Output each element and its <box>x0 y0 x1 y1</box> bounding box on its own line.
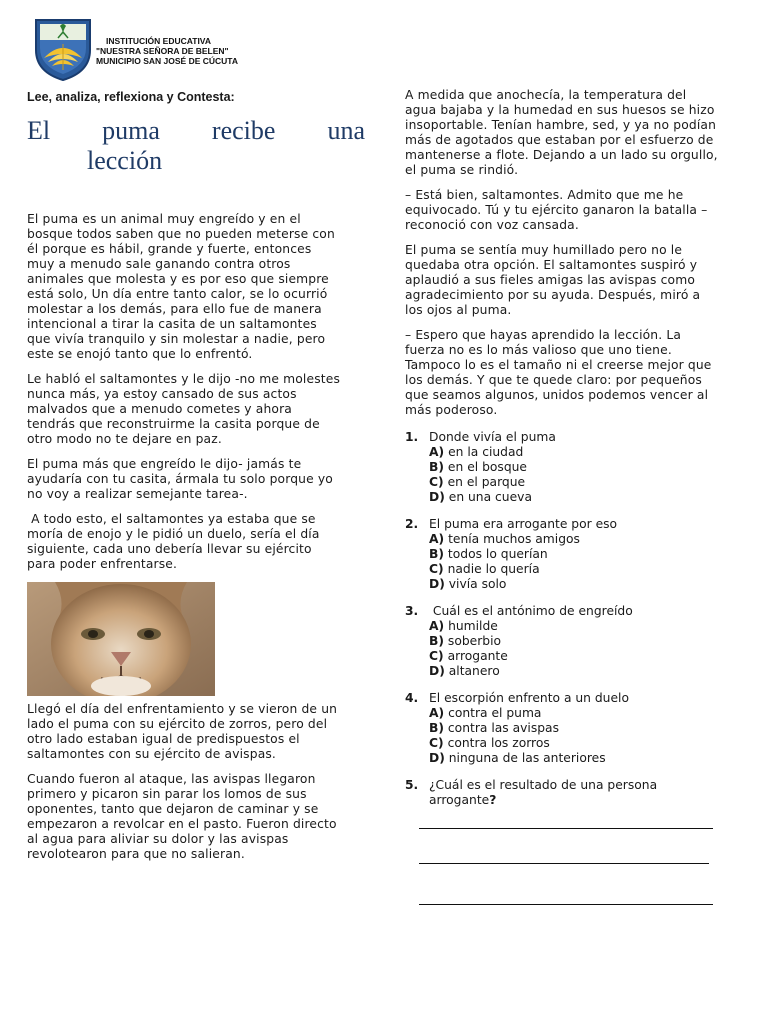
school-crest-icon <box>30 16 96 82</box>
question <box>405 430 720 505</box>
answer-option: C) contra los zorros <box>429 736 550 750</box>
answer-option: A) en la ciudad <box>429 445 524 459</box>
question <box>405 778 720 808</box>
story-paragraph: A todo esto, el saltamontes ya estaba que se moría de enojo y le pidió un duelo, sería el día siguiente, cada uno debería llevar su ejército para poder enfrentarse. <box>27 512 324 571</box>
answer-option: B) soberbio <box>429 634 502 648</box>
title-line-2: lección <box>87 146 163 175</box>
answer-line[interactable] <box>419 863 709 864</box>
question-number: 1. <box>405 430 419 444</box>
answer-lines <box>405 828 720 905</box>
story-paragraph: El puma se sentía muy humillado pero no le quedaba otra opción. El saltamontes suspiró y aplaudió a sus fieles amigas las avispas como agradecimiento por su ayuda. Después, miró a los ojos al puma. <box>405 243 701 317</box>
answer-option: D) ninguna de las anteriores <box>429 751 606 765</box>
question-text: El puma era arrogante por eso <box>429 517 618 531</box>
title-word: una <box>327 116 365 145</box>
institution-patron: "NUESTRA SEÑORA DE BELEN" <box>96 46 229 56</box>
story-paragraph: – Está bien, saltamontes. Admito que me he equivocado. Tú y tu ejército ganaron la batalla – reconoció con voz cansada. <box>405 188 708 232</box>
answer-option: C) en el parque <box>429 475 526 489</box>
answer-option: D) vivía solo <box>429 577 507 591</box>
question-number: 5. <box>405 778 419 792</box>
right-column <box>405 88 720 905</box>
question-text: Donde vivía el puma <box>429 430 556 444</box>
institution-name: INSTITUCIÓN EDUCATIVA <box>106 36 211 46</box>
story-title <box>27 116 365 176</box>
question-number: 3. <box>405 604 419 618</box>
institution-municipality: MUNICIPIO SAN JOSÉ DE CÚCUTA <box>96 56 238 66</box>
answer-option: B) contra las avispas <box>429 721 559 735</box>
puma-photo <box>27 582 215 696</box>
answer-option: A) tenía muchos amigos <box>429 532 580 546</box>
story-paragraph: El puma es un animal muy engreído y en el bosque todos saben que no pueden meterse con él porque es hábil, grande y fuerte, entonces muy a menudo sale ganando contra otros animales que molesta y es por eso que siempre está solo, Un día entre tanto calor, se lo ocurrió molestar a los demás, para ello fue de manera intencional a tirar la casita de un saltamontes que vivía tranquilo y sin molestar a nadie, pero este se enojó tanto que lo enfrentó. <box>27 212 335 361</box>
school-header <box>30 16 370 86</box>
question-number: 2. <box>405 517 419 531</box>
answer-line[interactable] <box>419 828 713 829</box>
answer-option: B) en el bosque <box>429 460 527 474</box>
question <box>405 604 720 679</box>
answer-line[interactable] <box>419 904 713 905</box>
question-text: ¿Cuál es el resultado de una persona arrogante? <box>429 778 658 807</box>
question-number: 4. <box>405 691 419 705</box>
answer-option: A) contra el puma <box>429 706 542 720</box>
answer-option: D) en una cueva <box>429 490 532 504</box>
story-paragraph: A medida que anochecía, la temperatura del agua bajaba y la humedad en sus huesos se hizo insoportable. Tenían hambre, sed, y ya no podían más de agotados que estaban por el esfuerzo de mantenerse a flote. Dejando a un lado su orgullo, el puma se rindió. <box>405 88 718 177</box>
title-word: El <box>27 116 51 145</box>
story-paragraph: Cuando fueron al ataque, las avispas llegaron primero y picaron sin parar los lomos de sus oponentes, tanto que dejaron de caminar y se empezaron a revolcar en el pasto. Fueron directo al agua para aliviar su dolor y las avispas revolotearon para que no salieran. <box>27 772 337 861</box>
story-paragraph: El puma más que engreído le dijo- jamás te ayudaría con tu casita, ármala tu solo porque yo no voy a realizar semejante tarea-. <box>27 457 333 501</box>
left-column <box>27 88 365 872</box>
question <box>405 691 720 766</box>
story-paragraph: Llegó el día del enfrentamiento y se vieron de un lado el puma con su ejército de zorros, pero del otro lado estaban igual de predispuestos el saltamontes con su ejército de avispas. <box>27 702 338 761</box>
answer-option: A) humilde <box>429 619 498 633</box>
title-word: puma <box>102 116 160 145</box>
instruction: Lee, analiza, reflexiona y Contesta: <box>27 90 235 104</box>
answer-option: C) arrogante <box>429 649 508 663</box>
story-paragraph: – Espero que hayas aprendido la lección. La fuerza no es lo más valioso que uno tiene. Tampoco lo es el tamaño ni el creerse mejor que los demás. Y que te quede claro: por pequeños que seamos algunos, unidos podemos vencer al más poderoso. <box>405 328 712 417</box>
question-list <box>405 430 720 905</box>
answer-option: C) nadie lo quería <box>429 562 540 576</box>
story-paragraph: Le habló el saltamontes y le dijo -no me molestes nunca más, ya estoy cansado de sus actos malvados que a menudo cometes y ahora tendrás que reconstruirme la casita porque de otro modo no te dejare en paz. <box>27 372 340 446</box>
question <box>405 517 720 592</box>
question-text: El escorpión enfrento a un duelo <box>429 691 629 705</box>
answer-option: B) todos lo querían <box>429 547 548 561</box>
title-word: recibe <box>211 116 276 145</box>
question-text: Cuál es el antónimo de engreído <box>429 604 633 618</box>
answer-option: D) altanero <box>429 664 500 678</box>
